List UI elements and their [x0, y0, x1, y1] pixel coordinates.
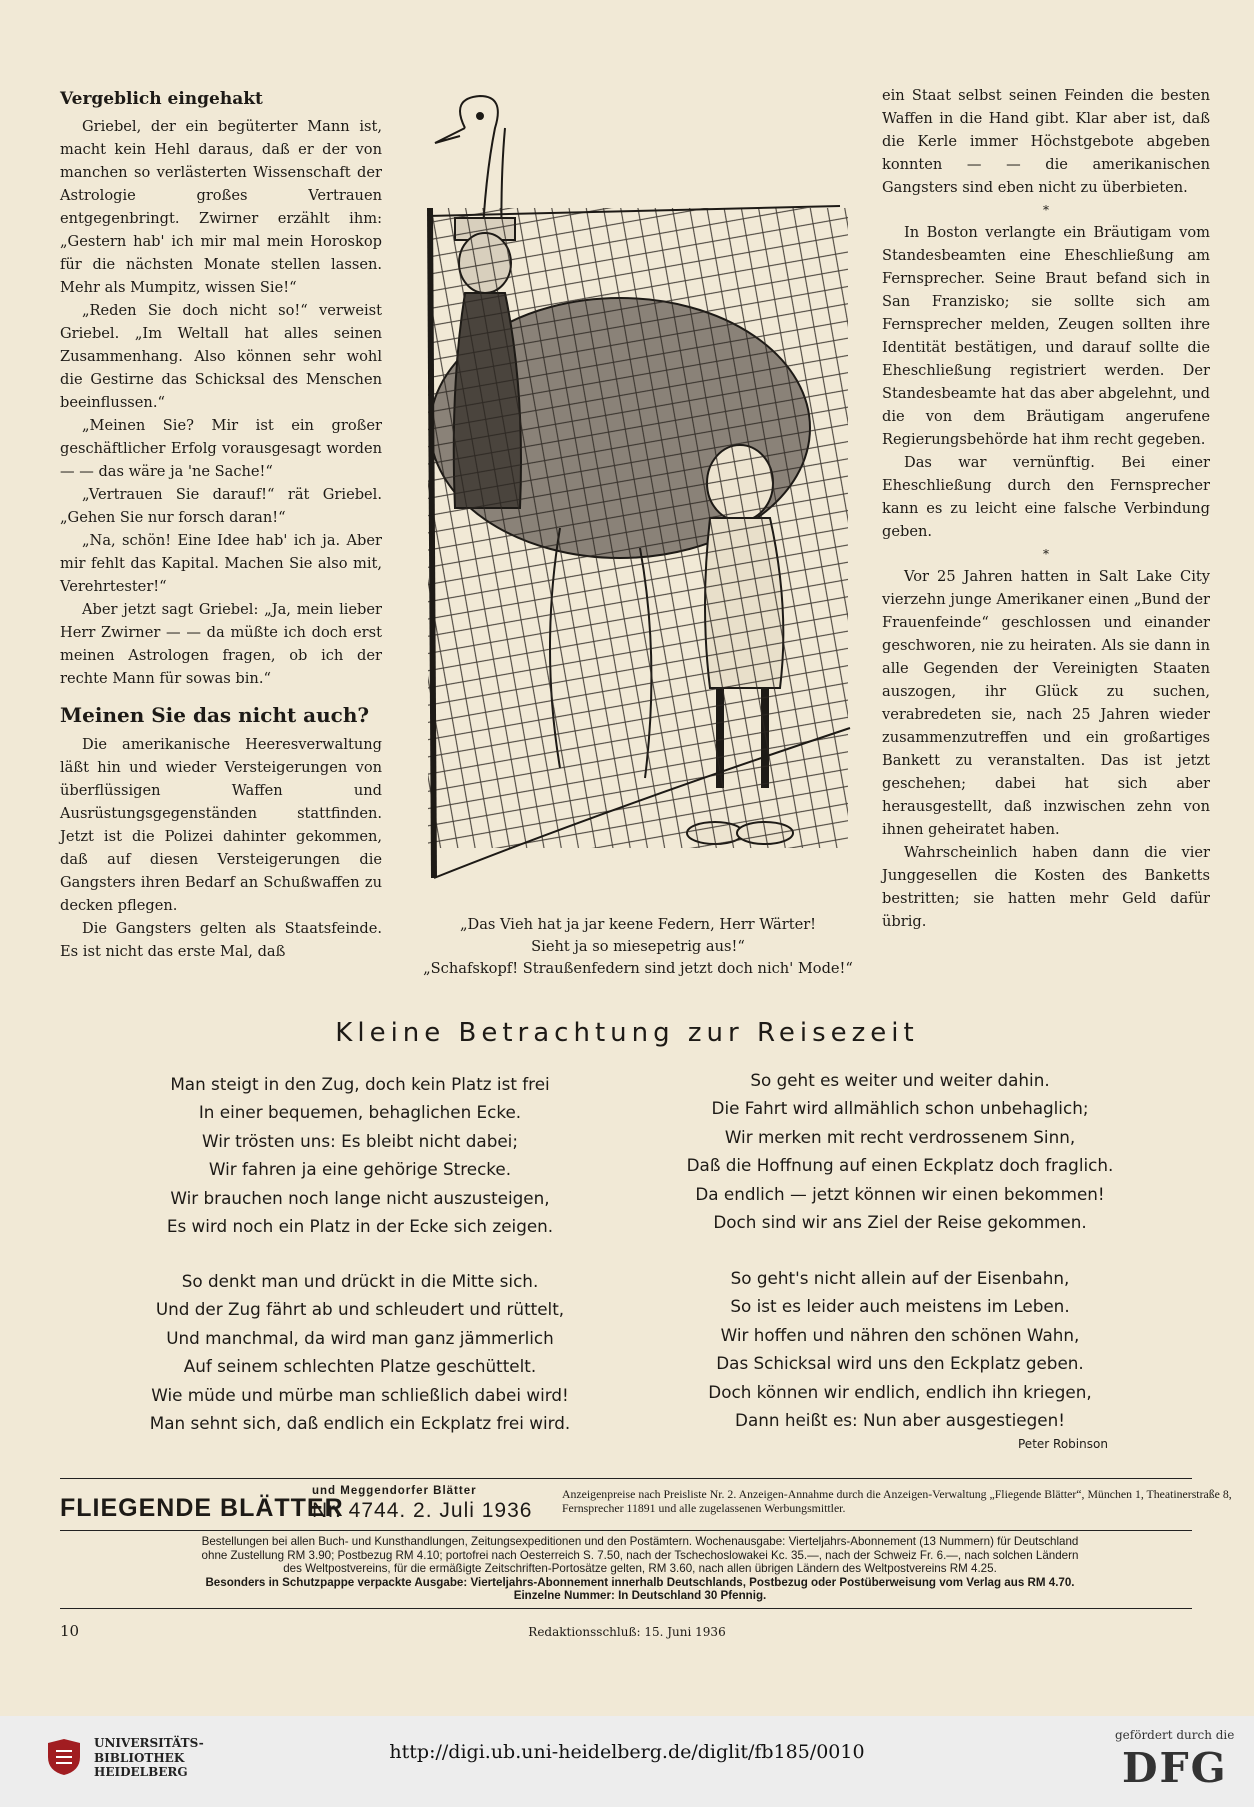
paragraph: Die Gangsters gelten als Staatsfeinde. Es ist nicht das erste Mal, daß	[60, 920, 382, 960]
rule-top	[60, 1478, 1192, 1479]
paragraph: „Reden Sie doch nicht so!“ verweist Griebel. „Im Weltall hat alles seinen Zusammenhang. Also können sehr wohl die Gestirne das Schicksal des Menschen beeinflussen.“	[60, 302, 382, 411]
left-column	[60, 88, 382, 963]
poem-line: Doch können wir endlich, endlich ihn kriegen,	[708, 1381, 1092, 1402]
poem-line: Wie müde und mürbe man schließlich dabei wird!	[151, 1384, 569, 1405]
poem-stanza-1	[100, 1070, 620, 1240]
masthead-title: FLIEGENDE BLÄTTER	[60, 1494, 344, 1522]
paragraph: Das war vernünftig. Bei einer Eheschließung durch den Fernsprecher kann es zu leicht eine falsche Verbindung geben.	[882, 454, 1210, 540]
editorial-deadline: Redaktionsschluß: 15. Juni 1936	[528, 1625, 726, 1639]
subscription-line: des Weltpostvereins, für die ermäßigte Zeitschriften-Portosätze gelten, RM 3.60, nach allen übrigen Ländern des Weltpostvereins RM 4.25.	[283, 1562, 997, 1575]
paragraph: „Vertrauen Sie darauf!“ rät Griebel. „Gehen Sie nur forsch daran!“	[60, 486, 382, 526]
advertising-info: Anzeigenpreise nach Preisliste Nr. 2. Anzeigen-Annahme durch die Anzeigen-Verwaltung „Fliegende Blätter“, München 1, Theatinerstraße 8, Fernsprecher 11891 und alle zugelassenen Werbungsmittler.	[562, 1487, 1232, 1515]
paragraph: In Boston verlangte ein Bräutigam vom Standesbeamten eine Eheschließung am Fernsprecher. Seine Braut befand sich in San Franzisko; sie sollte sich am Fernsprecher melden, Zeugen sollten ihre Identität bestätigen, und darauf sollte die Eheschließung registriert werden. Der Standesbeamte hat das aber abgelehnt, und die von dem Bräutigam angerufene Regierungsbehörde hat ihm recht gegeben.	[882, 224, 1210, 448]
library-name-line: BIBLIOTHEK	[94, 1750, 185, 1765]
poem-stanza-3	[100, 1267, 620, 1437]
poem-line: Da endlich — jetzt können wir einen bekommen!	[695, 1183, 1105, 1204]
fence-post	[430, 208, 434, 878]
poem-line: Die Fahrt wird allmählich schon unbehaglich;	[711, 1098, 1089, 1119]
poem-line: Dann heißt es: Nun aber ausgestiegen!	[735, 1410, 1065, 1431]
poem-line: Doch sind wir ans Ziel der Reise gekommen.	[713, 1212, 1087, 1233]
poem-line: Man sehnt sich, daß endlich ein Eckplatz frei wird.	[149, 1413, 571, 1434]
ostrich-cartoon-illustration	[410, 88, 868, 910]
subscription-line: Besonders in Schutzpappe verpackte Ausgabe: Vierteljahrs-Abonnement innerhalb Deutschlands, Postbezug oder Postüberweisung vom Verlag aus RM 4.70.	[205, 1575, 1075, 1589]
poem-line: So ist es leider auch meistens im Leben.	[730, 1296, 1070, 1317]
poem-stanza-4	[640, 1264, 1160, 1434]
rule-bottom	[60, 1608, 1192, 1609]
heading-meinen-sie: Meinen Sie das nicht auch?	[60, 703, 370, 727]
poem-line: Auf seinem schlechten Platze geschüttelt.	[183, 1356, 537, 1377]
poem-line: Wir merken mit recht verdrossenem Sinn,	[724, 1126, 1076, 1147]
paragraph: Griebel, der ein begüterter Mann ist, macht kein Hehl daraus, daß er der von manchen so verlästerten Wissenschaft der Astrologie großes Vertrauen entgegenbringt. Zwirner erzählt ihm: „Gestern hab' ich mir mal mein Horoskop für die nächsten Monate stellen lassen. Mehr als Mumpitz, wissen Sie!“	[60, 118, 382, 296]
permalink-url[interactable]: http://digi.ub.uni-heidelberg.de/diglit/fb185/0010	[389, 1741, 865, 1763]
masthead-subtitle: und Meggendorfer Blätter	[312, 1485, 477, 1497]
poem-line: Wir fahren ja eine gehörige Strecke.	[208, 1159, 512, 1180]
paragraph: ein Staat selbst seinen Feinden die besten Waffen in die Hand gibt. Klar aber ist, daß die Kerle immer Höchstgebote abgeben konnten — — die amerikanischen Gangsters sind eben nicht zu überbieten.	[882, 87, 1210, 196]
poem-line: Und der Zug fährt ab und schleudert und rüttelt,	[155, 1299, 565, 1320]
poem-title: Kleine Betrachtung zur Reisezeit	[335, 1018, 919, 1048]
subscription-line: Bestellungen bei allen Buch- und Kunsthandlungen, Zeitungsexpeditionen und den Postämtern. Wochenausgabe: Vierteljahrs-Abonnement (13 Nummern) für Deutschland	[201, 1535, 1079, 1548]
fence-net	[428, 208, 848, 848]
funded-by-label: gefördert durch die	[1115, 1728, 1235, 1742]
poem-line: Wir brauchen noch lange nicht auszusteigen,	[170, 1187, 550, 1208]
caption-line: „Schafskopf! Straußenfedern sind jetzt doch nich' Mode!“	[423, 960, 853, 977]
paragraph: Die amerikanische Heeresverwaltung läßt hin und wieder Versteigerungen von überflüssigen Waffen und Ausrüstungsgegenständen stattfinden. Jetzt ist die Polizei dahinter gekommen, daß auf diesen Versteigerungen die Gangsters ihren Bedarf an Schußwaffen zu decken pflegen.	[60, 736, 382, 914]
poem-line: Daß die Hoffnung auf einen Eckplatz doch fraglich.	[686, 1155, 1114, 1176]
section-divider: *	[1043, 547, 1049, 561]
poem-line: Und manchmal, da wird man ganz jämmerlich	[166, 1327, 554, 1348]
poem-line: So geht's nicht allein auf der Eisenbahn,	[730, 1268, 1070, 1288]
subscription-info	[60, 1535, 1220, 1603]
cartoon-caption	[408, 914, 868, 980]
heading-vergeblich: Vergeblich eingehakt	[60, 89, 263, 109]
dfg-logo[interactable]: DFG	[1122, 1744, 1228, 1792]
poem-line: In einer bequemen, behaglichen Ecke.	[198, 1102, 522, 1123]
paragraph: Vor 25 Jahren hatten in Salt Lake City vierzehn junge Amerikaner einen „Bund der Frauenfeinde“ geschlossen und einander geschworen, nie zu heiraten. Als sie dann in alle Gegenden der Vereinigten Staaten auszogen, ihr Glück zu suchen, verabredeten sie, nach 25 Jahren wieder zusammenzutreffen und ein großartiges Bankett zu veranstalten. Das ist jetzt geschehen; dabei hat sich aber herausgestellt, daß inzwischen zehn von ihnen geheiratet haben.	[882, 568, 1210, 838]
poem-line: Wir trösten uns: Es bleibt nicht dabei;	[202, 1130, 518, 1151]
paragraph: „Na, schön! Eine Idee hab' ich ja. Aber mir fehlt das Kapital. Machen Sie also mit, Verehrtester!“	[60, 532, 382, 595]
poem-line: Wir hoffen und nähren den schönen Wahn,	[720, 1324, 1080, 1345]
paragraph: Aber jetzt sagt Griebel: „Ja, mein lieber Herr Zwirner — — da müßte ich doch erst meinen Astrologen fragen, ob ich der rechte Mann für sowas bin.“	[60, 601, 382, 687]
poem-line: So denkt man und drückt in die Mitte sich.	[181, 1271, 539, 1291]
rule-middle	[60, 1530, 1192, 1531]
subscription-line: Einzelne Nummer: In Deutschland 30 Pfennig.	[513, 1589, 767, 1602]
poem-line: So geht es weiter und weiter dahin.	[750, 1070, 1050, 1090]
paragraph: „Meinen Sie? Mir ist ein großer geschäftlicher Erfolg vorausgesagt worden — — das wäre ja 'ne Sache!“	[60, 417, 382, 480]
right-column	[882, 84, 1210, 933]
library-name-line: UNIVERSITÄTS-	[94, 1736, 204, 1750]
caption-line: „Das Vieh hat ja jar keene Federn, Herr Wärter!	[459, 916, 817, 933]
page-number: 10	[60, 1622, 80, 1640]
library-name-line: HEIDELBERG	[94, 1765, 188, 1779]
masthead-issue: Nr. 4744. 2. Juli 1936	[312, 1499, 533, 1522]
poem-line: Es wird noch ein Platz in der Ecke sich zeigen.	[166, 1216, 554, 1237]
section-divider: *	[1043, 203, 1049, 217]
poem-line: Das Schicksal wird uns den Eckplatz geben.	[716, 1353, 1084, 1374]
poem-author: Peter Robinson	[1018, 1437, 1108, 1451]
paragraph: Wahrscheinlich haben dann die vier Junggesellen die Kosten des Banketts bestritten; sie hatten mehr Geld dafür übrig.	[882, 844, 1210, 930]
caption-line: Sieht ja so miesepetrig aus!“	[531, 938, 745, 955]
poem-stanza-2	[640, 1066, 1160, 1236]
subscription-line: ohne Zustellung RM 3.90; Postbezug RM 4.10; portofrei nach Oesterreich S. 7.50, nach der Tschechoslowakei Kc. 35.—, nach der Schweiz Fr. 6.—, nach solchen Ländern	[201, 1548, 1079, 1562]
poem-line: Man steigt in den Zug, doch kein Platz ist frei	[170, 1074, 550, 1094]
